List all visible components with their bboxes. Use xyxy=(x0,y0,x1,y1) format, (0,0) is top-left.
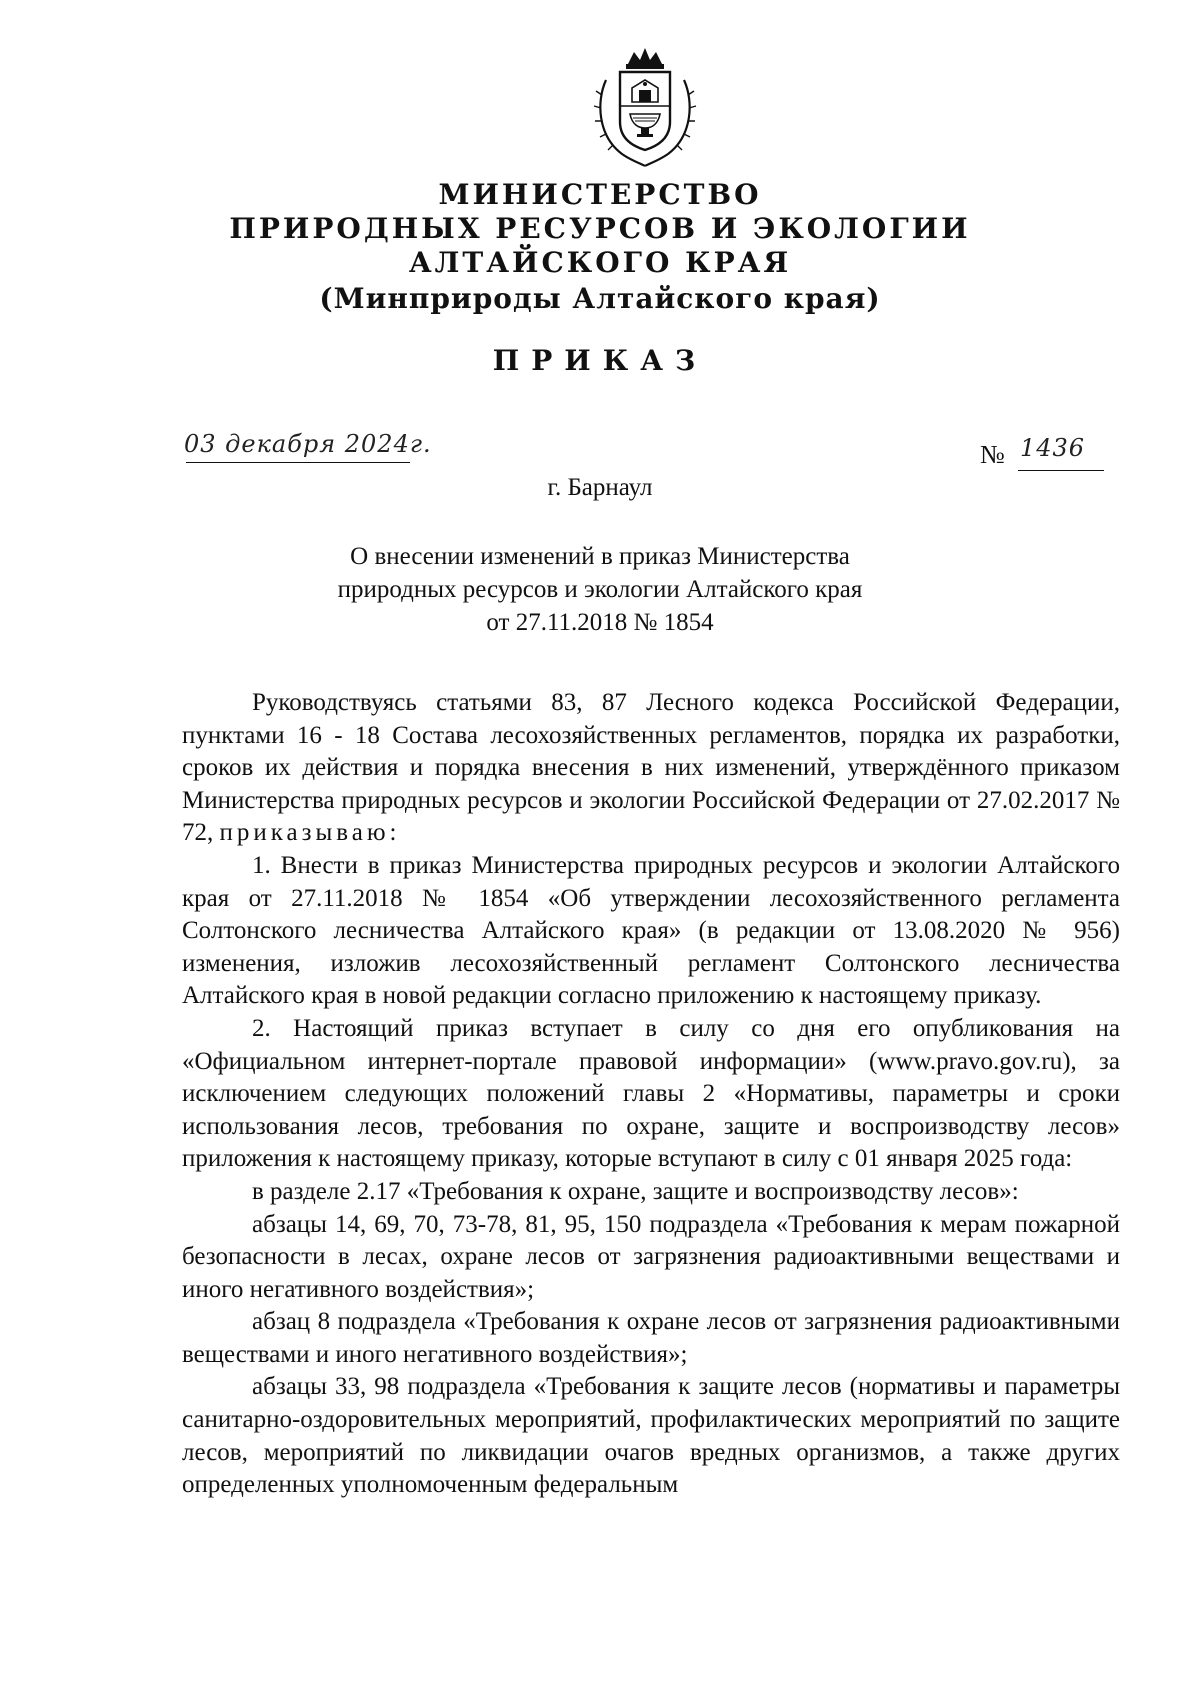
handwritten-number: 1436 xyxy=(1020,434,1086,462)
paragraph-list-forest-protection: абзацы 33, 98 подраздела «Требования к защите лесов (нормативы и параметры санитарно-оздоровительных мероприятий, профилактических мероприятий по защите лесов, мероприятий по ликвидации очагов вредных организмов, а также других определенных уполномоченным федеральным xyxy=(182,1373,1120,1499)
section-2-17-reference: в разделе 2.17 «Требования к охране, защите и воспроизводству лесов»: xyxy=(252,1177,1019,1205)
preamble-text: Руководствуясь статьями 83, 87 Лесного кодекса Российской Федерации, пунктами 16 - 18 Состава лесохозяйственных регламентов, порядка их разработки, сроков их действия и порядка внесения в них изменений, утверждённого приказом Министерства природных ресурсов и экологии Российской Федерации от 27.02.2017 № 72, xyxy=(182,689,1120,847)
paragraph-list-radioactive: абзац 8 подраздела «Требования к охране лесов от загрязнения радиоактивными веществами и иного негативного воздействия»; xyxy=(182,1308,1120,1368)
subject-line-1: О внесении изменений в приказ Министерства xyxy=(350,543,850,570)
subject-line-3: от 27.11.2018 № 1854 xyxy=(486,609,714,636)
handwritten-date: 03 декабря 2024г. xyxy=(184,430,432,458)
order-command: приказываю: xyxy=(219,819,401,847)
order-body xyxy=(182,687,1120,1502)
number-label: № xyxy=(980,440,1005,469)
ministry-name-line-1: МИНИСТЕРСТВО xyxy=(438,178,762,211)
preamble-paragraph xyxy=(182,687,1120,850)
ministry-name-line-2: ПРИРОДНЫХ РЕСУРСОВ И ЭКОЛОГИИ xyxy=(229,212,971,245)
ministry-name-line-3: АЛТАЙСКОГО КРАЯ xyxy=(408,246,792,279)
subject-line-2: природных ресурсов и экологии Алтайского края xyxy=(337,576,863,603)
document-type-title: ПРИКАЗ xyxy=(492,344,708,377)
paragraph-list-fire-safety: абзацы 14, 69, 70, 73-78, 81, 95, 150 подраздела «Требования к мерам пожарной безопасности в лесах, охране лесов от загрязнения радиоактивными веществами и иного негативного воздействия»; xyxy=(182,1210,1120,1303)
city: г. Барнаул xyxy=(547,474,653,501)
clause-2: 2. Настоящий приказ вступает в силу со дня его опубликования на «Официальном интернет-портале правовой информации» (www.pravo.gov.ru), за исключением следующих положений главы 2 «Нормативы, параметры и сроки использования лесов, требования по охране, защите и воспроизводству лесов» приложения к настоящему приказу, которые вступают в силу с 01 января 2025 года: xyxy=(182,1014,1120,1173)
coat-of-arms-icon xyxy=(592,40,698,168)
date-underline xyxy=(186,462,410,463)
ministry-short-name: (Минприроды Алтайского края) xyxy=(319,282,881,315)
number-underline xyxy=(1018,470,1104,471)
clause-1: 1. Внести в приказ Министерства природных ресурсов и экологии Алтайского края от 27.11.2018 № 1854 «Об утверждении лесохозяйственного регламента Солтонского лесничества Алтайского края» (в редакции от 13.08.2020 № 956) изменения, изложив лесохозяйственный регламент Солтонского лесничества Алтайского края в новой редакции согласно приложению к настоящему приказу. xyxy=(182,851,1120,1010)
